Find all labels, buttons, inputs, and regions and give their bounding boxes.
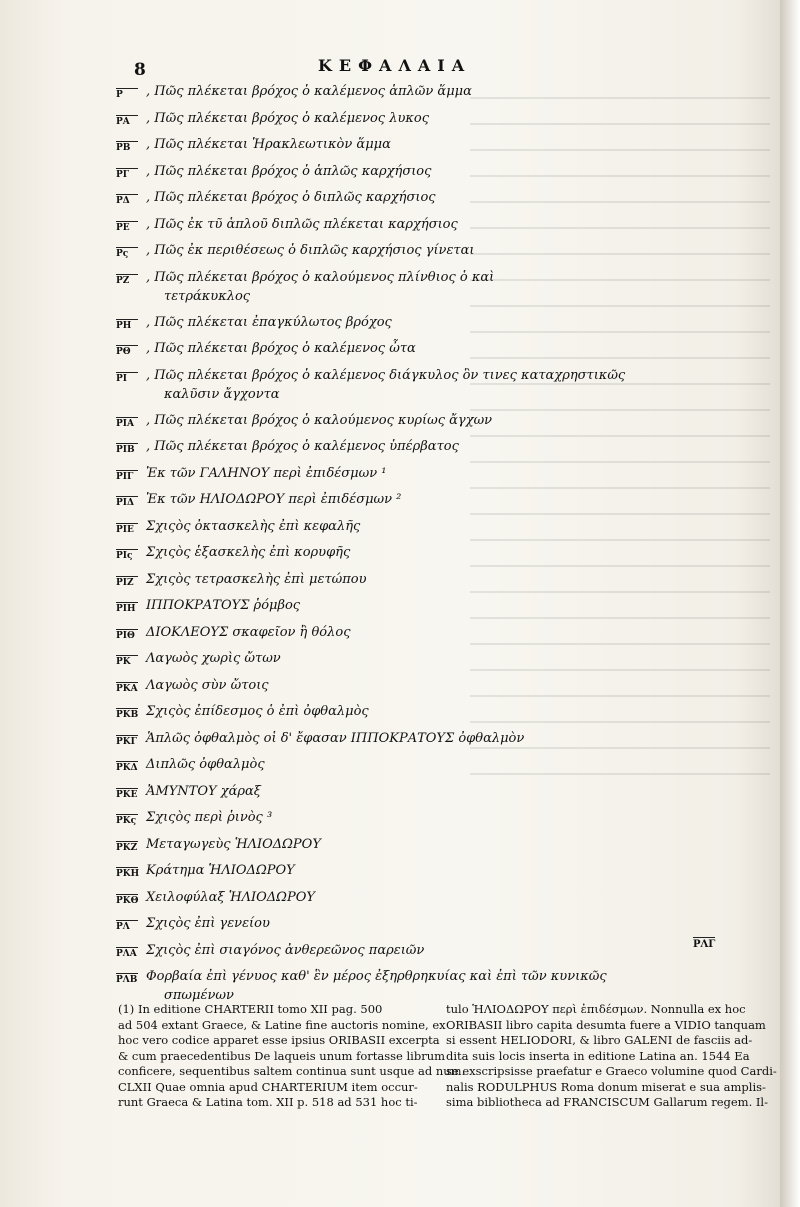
chapter-title [146, 82, 656, 101]
chapter-number: ΡΚΑ [116, 683, 138, 694]
chapter-title-line: ΔΙΟΚΛΕΟΥΣ σκαφεῖον ἢ θόλος [146, 624, 351, 640]
chapter-title [146, 755, 656, 774]
chapter-title-line: ΙΠΠΟΚΡΑΤΟΥΣ ῥόμβος [146, 598, 301, 613]
chapter-title-line: Κράτημα ἩΛΙΟΔΩΡΟΥ [146, 863, 295, 878]
chapter-number: ΡΙΗ [116, 602, 138, 614]
chapter-title-line: Ἐκ τῶν ΓΑΛΗΝΟΥ περὶ ἐπιδέσμων ¹ [146, 465, 387, 481]
chapter-entry [100, 490, 660, 517]
chapter-number: ΡΓ [116, 168, 138, 180]
chapter-number: ΡΛΒ [116, 975, 138, 985]
chapter-title [146, 914, 656, 933]
chapter-number: ΡΕ [116, 221, 138, 233]
footnote-line: se exscripsisse praefatur e Graeco volumine quod Cardi- [446, 1064, 777, 1078]
chapter-title [146, 596, 656, 615]
chapter-title [146, 366, 656, 404]
chapter-title-line: Ἁπλῶς ὀφθαλμὸς οἱ δ' ἔφασαν ΙΠΠΟΚΡΑΤΟΥΣ ὀφθαλμὸν [146, 730, 525, 746]
chapter-number: ΡΑ [116, 115, 138, 127]
chapter-entry [100, 109, 660, 136]
chapter-title-line: , Πῶς πλέκεται βρόχος ὁ καλούμενος πλίνθιος ὁ καὶ [146, 269, 495, 285]
chapter-list [100, 82, 660, 1012]
chapter-title-line: Σχιςὸς ἐπίδεσμος ὁ ἐπὶ ὀφθαλμὸς [146, 704, 369, 719]
footnote-line: dita suis locis inserta in editione Latina an. 1544 Ea [446, 1048, 750, 1063]
chapter-number: ΡΒ [116, 141, 138, 153]
chapter-number: ΡΚΔ [116, 763, 138, 773]
chapter-entry [100, 339, 660, 366]
chapter-title-line: ἈΜΥΝΤΟΥ χάραξ [146, 783, 261, 799]
chapter-entry [100, 676, 660, 703]
chapter-entry [100, 366, 660, 411]
footnote-line: ad 504 extant Graece, & Latine fine auctoris nomine, ex [118, 1017, 446, 1032]
chapter-entry [100, 241, 660, 268]
chapter-title-line: , Πῶς πλέκεται Ἡρακλεωτικὸν ἅμμα [146, 137, 391, 152]
chapter-title [146, 676, 656, 695]
chapter-title [146, 215, 656, 234]
chapter-number: ΡΘ [116, 345, 138, 357]
chapter-entry [100, 313, 660, 340]
chapter-number: ΡΚΘ [116, 895, 139, 906]
chapter-title-continuation: σπωμένων [164, 988, 234, 1003]
chapter-title-line: Μεταγωγεὺς ἩΛΙΟΔΩΡΟΥ [146, 836, 321, 852]
chapter-entry [100, 411, 660, 438]
footnote-column-right [446, 1002, 777, 1111]
chapter-entry [100, 808, 660, 835]
chapter-title-line: Σχιςὸς τετρασκελὴς ἐπὶ μετώπου [146, 571, 367, 587]
chapter-entry [100, 188, 660, 215]
chapter-number: ΡΚ [116, 655, 138, 667]
chapter-title [146, 888, 656, 907]
chapter-entry [100, 437, 660, 464]
chapter-entry [100, 861, 660, 888]
chapter-number: ΡΔ [116, 194, 138, 206]
footnote-line: ORIBASII libro capita desumta fuere a VIDIO tanquam [446, 1017, 766, 1032]
chapter-entry [100, 596, 660, 623]
footnote-line: si essent HELIODORI, & libro GALENI de fasciis ad- [446, 1033, 753, 1047]
chapter-title [146, 967, 656, 1005]
chapter-number: Ρ [116, 88, 138, 100]
footnote-column-left [118, 1002, 466, 1111]
chapter-entry [100, 464, 660, 491]
chapter-number: ΡΙς [116, 549, 138, 561]
chapter-entry [100, 82, 660, 109]
chapter-title [146, 109, 656, 128]
chapter-entry [100, 162, 660, 189]
chapter-title [146, 835, 656, 854]
chapter-entry [100, 215, 660, 242]
chapter-entry [100, 782, 660, 809]
chapter-number: ΡΚΕ [116, 789, 138, 800]
chapter-title-line: Διπλῶς ὀφθαλμὸς [146, 757, 265, 772]
chapter-number: ΡΙΕ [116, 523, 138, 535]
chapter-title-line: Λαγωὸς σὺν ὤτοις [146, 677, 269, 693]
chapter-title [146, 162, 656, 181]
chapter-number: ΡΙΒ [116, 443, 138, 455]
chapter-entry [100, 543, 660, 570]
chapter-number: ΡΙΘ [116, 629, 138, 641]
chapter-title [146, 490, 656, 509]
chapter-title [146, 729, 656, 748]
chapter-title-line: Σχιςὸς ὀκτασκελὴς ἐπὶ κεφαλῆς [146, 518, 361, 534]
chapter-title-continuation: καλῦσιν ἄγχοντα [164, 386, 280, 402]
page-edge [780, 0, 800, 1207]
chapter-title-line: Χειλοφύλαξ ἩΛΙΟΔΩΡΟΥ [146, 889, 315, 905]
footnote-line: CLXII Quae omnia apud CHARTERIUM item occur- [118, 1079, 418, 1094]
chapter-number: ΡΙΑ [116, 417, 138, 429]
footnote-line: sima bibliotheca ad FRANCISCUM Gallarum regem. Il- [446, 1095, 768, 1109]
chapter-title [146, 464, 656, 483]
chapter-title-line: , Πῶς ἐκ τῦ ἁπλοῦ διπλῶς πλέκεται καρχήσιος [146, 216, 458, 232]
chapter-entry [100, 702, 660, 729]
chapter-number: ΡΙ [116, 372, 138, 384]
chapter-number: ΡΛ [116, 920, 138, 932]
chapter-number: ΡΙΖ [116, 576, 138, 588]
chapter-title-line: , Πῶς πλέκεται βρόχος ὁ καλέμενος λυκος [146, 110, 429, 126]
chapter-title-line: , Πῶς πλέκεται βρόχος ὁ καλέμενος διάγκυλος ὃν τινες καταχρηστικῶς [146, 367, 626, 383]
chapter-entry [100, 649, 660, 676]
chapter-title-line: Σχιςὸς ἑξασκελὴς ἐπὶ κορυφῆς [146, 545, 351, 560]
footnote-line: nalis RODULPHUS Roma donum miserat e sua amplis- [446, 1079, 766, 1094]
chapter-title-line: , Πῶς πλέκεται βρόχος ὁ διπλῶς καρχήσιος [146, 190, 436, 205]
footnote-line: conficere, sequentibus saltem continua sunt usque ad num. [118, 1064, 466, 1078]
chapter-entry [100, 755, 660, 782]
chapter-number: ΡΚς [116, 816, 137, 826]
chapter-title-line: Φορβαία ἐπὶ γένυος καθ' ἓν μέρος ἐξηρθρηκυίας καὶ ἐπὶ τῶν κυνικῶς [146, 969, 607, 984]
chapter-title-line: Ἐκ τῶν ΗΛΙΟΔΩΡΟΥ περὶ ἐπιδέσμων ² [146, 492, 402, 507]
chapter-entry [100, 835, 660, 862]
chapter-title [146, 188, 656, 207]
chapter-title [146, 241, 656, 260]
chapter-title-continuation: τετράκυκλος [164, 288, 251, 304]
chapter-title-line: , Πῶς πλέκεται βρόχος ὁ καλέμενος ὑπέρβατος [146, 439, 459, 454]
chapter-title-line: Σχιςὸς περὶ ῥινὸς ³ [146, 810, 273, 825]
chapter-number: ΡΚΖ [116, 842, 138, 853]
chapter-title-line: , Πῶς πλέκεται βρόχος ὁ καλέμενος ὦτα [146, 341, 416, 356]
chapter-number: ΡΖ [116, 274, 138, 286]
chapter-entry [100, 914, 660, 941]
chapter-title [146, 570, 656, 589]
chapter-title-line: , Πῶς πλέκεται βρόχος ὁ καλέμενος ἁπλῶν ἅμμα [146, 84, 472, 99]
chapter-entry [100, 570, 660, 597]
chapter-title-line: Λαγωὸς χωρὶς ὤτων [146, 651, 281, 666]
chapter-title [146, 782, 656, 801]
chapter-title [146, 437, 656, 456]
chapter-title [146, 411, 656, 430]
chapter-title [146, 702, 656, 721]
chapter-number: Ρς [116, 247, 138, 259]
chapter-title [146, 623, 656, 642]
chapter-number: ΡΚΓ [116, 736, 137, 747]
footnote-line: hoc vero codice apparet esse ipsius ORIBASII excerpta [118, 1033, 440, 1047]
chapter-entry [100, 268, 660, 313]
chapter-title [146, 339, 656, 358]
chapter-title [146, 649, 656, 668]
chapter-entry [100, 941, 660, 968]
chapter-entry [100, 729, 660, 756]
chapter-number: ΡΚΗ [116, 869, 140, 879]
chapter-entry [100, 888, 660, 915]
chapter-entry [100, 623, 660, 650]
footnote-line: (1) In editione CHARTERII tomo XII pag. 500 [118, 1002, 383, 1016]
chapter-entry [100, 517, 660, 544]
chapter-title [146, 517, 656, 536]
chapter-title [146, 861, 656, 880]
chapter-title-line: Σχιςὸς ἐπὶ γενείου [146, 916, 270, 931]
chapter-number: ΡΛΑ [116, 948, 137, 959]
chapter-title-line: , Πῶς πλέκεται ἐπαγκύλωτος βρόχος [146, 314, 392, 330]
chapter-number: ΡΙΓ [116, 470, 138, 482]
chapter-title [146, 808, 656, 827]
chapter-title [146, 135, 656, 154]
chapter-title-line: , Πῶς πλέκεται βρόχος ὁ καλούμενος κυρίως ἄγχων [146, 412, 493, 428]
chapter-number: ΡΙΔ [116, 496, 138, 508]
chapter-title [146, 941, 656, 960]
chapter-title-line: , Πῶς ἐκ περιθέσεως ὁ διπλῶς καρχήσιος γίνεται [146, 243, 475, 258]
chapter-title [146, 543, 656, 562]
footnote-line: runt Graeca & Latina tom. XII p. 518 ad 531 hoc ti- [118, 1095, 418, 1109]
chapter-title [146, 268, 656, 306]
footnote-line: tulo ἩΛΙΟΔΩΡΟΥ περὶ ἐπιδέσμων. Nonnulla ex hoc [446, 1002, 746, 1016]
chapter-title-line: Σχιςὸς ἐπὶ σιαγόνος ἀνθερεῶνος παρειῶν [146, 942, 425, 958]
chapter-entry [100, 135, 660, 162]
footnote-line: & cum praecedentibus De laqueis unum fortasse librum [118, 1048, 446, 1063]
chapter-number: ΡΗ [116, 319, 138, 331]
chapter-number: ΡΚΒ [116, 710, 139, 720]
running-title: ΚΕΦΑΛΑΙΑ [318, 56, 472, 75]
catchword-rubric: ΡΛΓ [693, 939, 716, 950]
page-number: 8 [134, 60, 146, 80]
chapter-title-line: , Πῶς πλέκεται βρόχος ὁ ἁπλῶς καρχήσιος [146, 163, 432, 179]
chapter-title [146, 313, 656, 332]
